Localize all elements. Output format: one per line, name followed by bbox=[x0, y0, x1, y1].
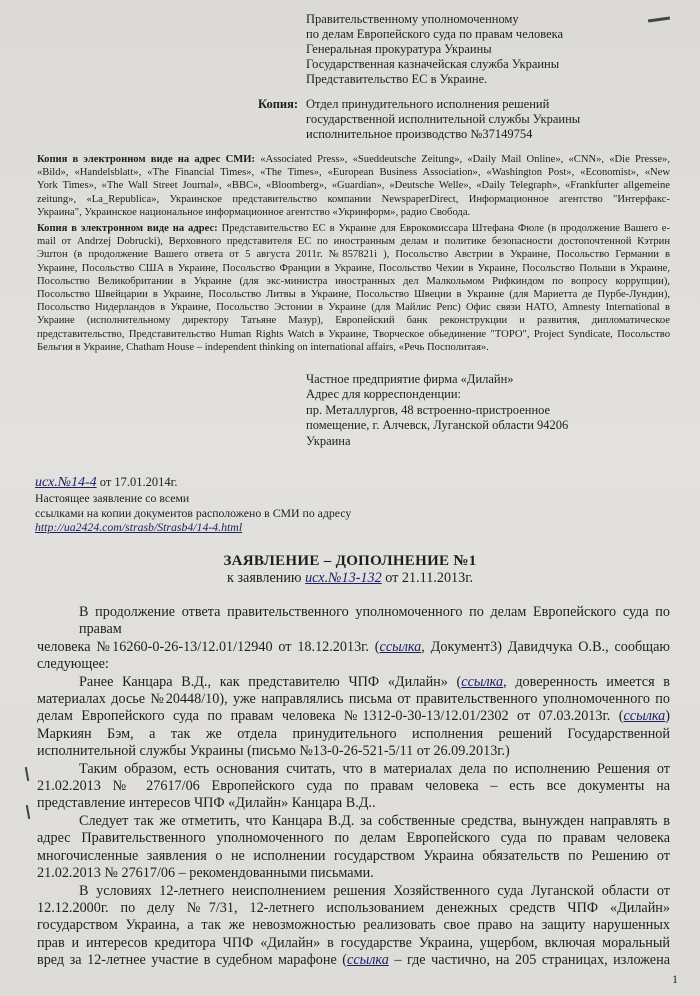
addressee-line: Посольство Великобритании в Украине (для экс-министра иностранных дел Малкольмом Рифкиндом по вопросу коррупции), bbox=[37, 275, 670, 287]
recipient-line: по делам Европейского суда по правам человека bbox=[306, 27, 564, 41]
addressee-line: Посольство Нидерландов в Украине, Посольство Эстонии в Украине (для Майлис Репс) Офис связи НАТО, Amnesty International в bbox=[37, 302, 670, 314]
body-line: государством Украина, а так же невозможностью реализовать свое право на защиту нарушенных bbox=[37, 917, 670, 934]
media-line: York Times», «The Wall Street Journal», «BBC», «Bloomberg», «Guardian», «Deutsche Welle», «Daily Telegraph», «Frankfurter allgemeine bbox=[37, 180, 670, 192]
body-line: В условиях 12-летнего неисполнением решения Хозяйственного суда Луганской области от bbox=[79, 882, 670, 899]
body-line: Ранее Канцара В.Д., как представителю ЧПФ «Дилайн» (ссылка, доверенность имеется в bbox=[79, 673, 671, 690]
addressee-line: Украине, Посольство США в Украине, Посольство Франции в Украине, Посольство Чехии в Украине, Посольство Польши в Украине, bbox=[37, 262, 670, 274]
body-line: Маркиян Бэм, а так же отдела принудительного исполнения решений Государственной bbox=[37, 725, 670, 742]
body-line: 21.02.2013 № 27617/06 Европейского суда по правам человека – есть все документы на bbox=[37, 778, 670, 795]
reference-link[interactable]: ссылка bbox=[379, 638, 422, 655]
addressee-line: Посольство Швейцарии в Украине, Посольство Литвы в Украине, Посольство Швеции в Украине (для Мариетта де Пурбе-Лундин), bbox=[37, 289, 670, 301]
outgoing-ref-line bbox=[35, 474, 395, 491]
copy-label: Копия: bbox=[258, 97, 299, 111]
body-line: исполнительной службы Украины (письмо №13-0-26-521-5/11 от 26.09.2013г.) bbox=[37, 743, 510, 760]
document-subtitle: к заявлению исх.№13-132 от 21.11.2013г. bbox=[226, 570, 473, 586]
addressees-label: Копия в электронном виде на адрес: bbox=[37, 223, 218, 234]
media-block bbox=[37, 153, 670, 219]
outgoing-block bbox=[35, 474, 395, 535]
media-line: «Bild», «Handelsblatt», «The Financial Times», «The Times», «European Business Association», «Washington Post», «Economist», «New bbox=[37, 167, 670, 179]
recipient-line: Представительство ЕС в Украине. bbox=[306, 72, 488, 86]
body-line: В продолжение ответа правительственного уполномоченного по делам Европейского суда по правам bbox=[79, 604, 670, 638]
body-line: Таким образом, есть основания считать, что в материалах дела по исполнению Решения от bbox=[79, 760, 670, 777]
margin-mark bbox=[26, 805, 30, 819]
media-line: Украина", Украинское национальное информационное агентство «Укринформ», радио Свобода. bbox=[37, 206, 471, 218]
sender-line: Адрес для корреспонденции: bbox=[306, 387, 462, 402]
sender-line: пр. Металлургов, 48 встроенно-пристроенное bbox=[306, 402, 551, 417]
body-line: 12.12.2000г. по делу №7/31, 12-летнего использованием денежных средств ЧПФ «Дилайн» bbox=[37, 899, 670, 916]
copy-block bbox=[306, 97, 666, 142]
body-line: 21.02.2013 № 27617/06 – рекомендованными письмами. bbox=[37, 865, 374, 882]
body-line: многочисленные заявления о не исполнении государством Украина обязательств по Решению от bbox=[37, 847, 670, 864]
document-title: ЗАЯВЛЕНИЕ – ДОПОЛНЕНИЕ №1 bbox=[223, 553, 477, 569]
reference-link[interactable]: ссылка bbox=[623, 708, 666, 725]
body-line: адрес Правительственного уполномоченного по делам Европейского суда по правам человека bbox=[37, 830, 670, 847]
body-line: вред за 12-летнее участие в судебном марафоне (ссылка – где частично, на 205 страницах, изложена bbox=[37, 952, 670, 969]
copy-line: исполнительное производство №37149754 bbox=[306, 127, 533, 141]
addressee-line: представительство, Представительство Human Rights Watch в Украине, Творческое обьединение "ТОРО", Project Syndicate, Посольство bbox=[37, 328, 670, 340]
recipients-block bbox=[306, 12, 666, 87]
addressee-line: Украине (исполнительному директору Татьяне Мазур), Европейский банк реконструкции и развития, дипломатическое bbox=[37, 315, 670, 327]
subtitle-ref-link[interactable]: исх.№13-132 bbox=[305, 570, 382, 586]
body-line: представление интересов ЧПФ «Дилайн» Канцара В.Д.. bbox=[37, 795, 376, 812]
outgoing-date: от 17.01.2014г. bbox=[96, 475, 178, 489]
body-line: Следует так же отметить, что Канцара В.Д. за собственные средства, вынужден направлять в bbox=[79, 812, 670, 829]
letter-body bbox=[37, 604, 670, 970]
body-line: прав и интересов кредитора ЧПФ «Дилайн» в государстве Украина, ущербом, включая моральный bbox=[37, 934, 670, 951]
body-line: следующее: bbox=[37, 656, 109, 673]
addressee-line: mail от Andrzej Dobrucki), Верховного представителя ЕС по иностранным делам и политике безопасности достопочтенной Кэтрин bbox=[37, 236, 670, 248]
body-line: делам Европейского суда по правам человека №1312-0-30-13/12.01/2302 от 07.03.2013г. (ссылка) bbox=[37, 708, 670, 725]
media-line: zeitung», «La_Republica», Украинское представительство компании NewspaperDirect, Информационное агентство "Интерфакс- bbox=[37, 193, 670, 205]
recipient-line: Государственная казначейская служба Украины bbox=[306, 57, 560, 71]
outgoing-note: ссылками на копии документов расположено в СМИ по адресу bbox=[35, 505, 352, 520]
addressee-line: Копия в электронном виде на адрес: Представительство ЕС в Украине для Еврокомиссара Штефана Фюле (в продолжение Вашего е- bbox=[37, 223, 670, 234]
media-line: Копия в электронном виде на адрес СМИ: «Associated Press», «Sueddeutsche Zeitung», «Daily Mail Online», «CNN», «Die Presse», bbox=[37, 154, 670, 165]
sender-line: Украина bbox=[306, 433, 351, 448]
copy-line: Отдел принудительного исполнения решений bbox=[306, 97, 550, 111]
recipient-line: Генеральная прокуратура Украины bbox=[306, 42, 492, 56]
media-label: Копия в электронном виде на адрес СМИ: bbox=[37, 154, 256, 165]
margin-mark bbox=[25, 767, 29, 781]
body-line: человека №16260-0-26-13/12.01/12940 от 18.12.2013г. (ссылка, Документ3) Давидчука О.В., сообщаю bbox=[37, 638, 671, 655]
addressee-line: Бельгия в Украине, Chatham House – independent thinking on international affairs, «Речь Посполитая». bbox=[37, 341, 489, 353]
recipient-line: Правительственному уполномоченному bbox=[306, 12, 519, 26]
sender-line: Частное предприятие фирма «Дилайн» bbox=[306, 372, 514, 386]
outgoing-url-link[interactable]: http://ua2424.com/strasb/Strasb4/14-4.html bbox=[35, 520, 243, 534]
page-number: 1 bbox=[672, 972, 678, 986]
sender-block bbox=[306, 372, 666, 449]
reference-link[interactable]: ссылка bbox=[461, 673, 504, 690]
addressee-line: Эштон (в продолжение Вашего ответа от 5 августа 2011г. №857821i ), Посольство Австрии в Украине, Посольство Германии в bbox=[37, 249, 670, 261]
addressees-block bbox=[37, 222, 670, 354]
sender-line: помещение, г. Алчевск, Луганской области 94206 bbox=[306, 418, 569, 433]
reference-link[interactable]: ссылка bbox=[347, 952, 389, 969]
copy-line: государственной исполнительной службы Украины bbox=[306, 112, 581, 126]
outgoing-note: Настоящее заявление со всеми bbox=[35, 491, 190, 505]
body-line: материалах досье №20448/10), уже направлялись письма от правительственного уполномоченного по bbox=[37, 691, 670, 708]
outgoing-ref[interactable]: исх.№14-4 bbox=[35, 475, 97, 490]
